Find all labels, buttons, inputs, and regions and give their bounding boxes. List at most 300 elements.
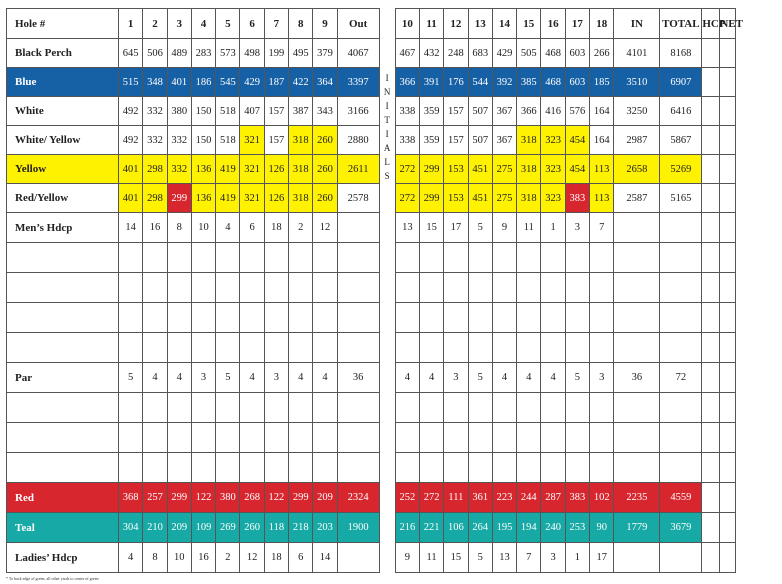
score-cell[interactable]: [419, 333, 443, 363]
gap-cell: [379, 243, 395, 273]
score-cell: 367: [492, 97, 516, 126]
score-cell: 221: [419, 513, 443, 543]
score-cell: 150: [191, 97, 215, 126]
score-cell[interactable]: [216, 393, 240, 423]
hole-number: 3: [167, 9, 191, 39]
row-name[interactable]: [7, 423, 119, 453]
score-cell[interactable]: [264, 423, 288, 453]
out-cell: 2880: [337, 126, 379, 155]
hole-number: 15: [517, 9, 541, 39]
net-cell[interactable]: [720, 243, 736, 273]
score-cell[interactable]: [289, 303, 313, 333]
score-cell[interactable]: [590, 333, 614, 363]
initials-letter: I: [385, 72, 389, 83]
score-cell[interactable]: [143, 423, 167, 453]
score-cell: 321: [240, 184, 264, 213]
score-cell[interactable]: [143, 333, 167, 363]
hole-number: 4: [191, 9, 215, 39]
score-cell: 507: [468, 126, 492, 155]
score-cell[interactable]: [191, 273, 215, 303]
score-cell: 118: [264, 513, 288, 543]
total-cell: 6416: [660, 97, 702, 126]
score-cell[interactable]: [167, 393, 191, 423]
score-cell: 194: [517, 513, 541, 543]
hcp-cell[interactable]: [702, 513, 720, 543]
score-cell: 645: [119, 39, 143, 68]
score-cell[interactable]: [240, 273, 264, 303]
score-cell: 332: [167, 155, 191, 184]
score-cell[interactable]: [492, 243, 516, 273]
row-name[interactable]: [7, 243, 119, 273]
gap-cell: [379, 483, 395, 513]
score-cell[interactable]: [395, 333, 419, 363]
hcp-cell[interactable]: [702, 423, 720, 453]
score-cell[interactable]: [517, 303, 541, 333]
score-cell[interactable]: [216, 423, 240, 453]
score-cell[interactable]: [565, 393, 589, 423]
in-label: IN: [614, 9, 660, 39]
row-name: Black Perch: [7, 39, 119, 68]
score-cell: 392: [492, 68, 516, 97]
score-cell[interactable]: [468, 393, 492, 423]
in-cell[interactable]: [614, 453, 660, 483]
total-cell[interactable]: [660, 303, 702, 333]
score-cell[interactable]: [590, 423, 614, 453]
score-cell[interactable]: [167, 273, 191, 303]
score-cell[interactable]: [264, 243, 288, 273]
net-cell[interactable]: [720, 333, 736, 363]
initials-letter: S: [384, 170, 390, 181]
net-cell[interactable]: [720, 68, 736, 97]
total-cell: 5269: [660, 155, 702, 184]
out-cell: 2578: [337, 184, 379, 213]
score-cell: 505: [517, 39, 541, 68]
hcp-cell[interactable]: [702, 393, 720, 423]
score-cell[interactable]: [492, 273, 516, 303]
score-cell[interactable]: [167, 423, 191, 453]
score-cell[interactable]: [419, 453, 443, 483]
score-cell: 268: [240, 483, 264, 513]
net-cell[interactable]: [720, 126, 736, 155]
score-cell: 416: [541, 97, 565, 126]
total-cell[interactable]: [660, 273, 702, 303]
score-cell[interactable]: [395, 243, 419, 273]
net-cell[interactable]: [720, 155, 736, 184]
hcp-cell[interactable]: [702, 155, 720, 184]
score-cell[interactable]: [565, 243, 589, 273]
score-cell[interactable]: [313, 303, 337, 333]
score-cell: 269: [216, 513, 240, 543]
score-cell[interactable]: [240, 423, 264, 453]
score-cell: 157: [444, 126, 468, 155]
score-cell[interactable]: [240, 393, 264, 423]
hole-number: 17: [565, 9, 589, 39]
score-cell[interactable]: [143, 273, 167, 303]
hcp-cell[interactable]: [702, 483, 720, 513]
out-cell[interactable]: [337, 243, 379, 273]
score-cell: 1: [541, 213, 565, 243]
score-cell[interactable]: [167, 333, 191, 363]
score-cell: 4: [143, 363, 167, 393]
score-cell[interactable]: [541, 273, 565, 303]
net-cell[interactable]: [720, 97, 736, 126]
hcp-cell[interactable]: [702, 213, 720, 243]
score-cell: 5: [468, 363, 492, 393]
score-cell[interactable]: [419, 273, 443, 303]
score-cell: 401: [167, 68, 191, 97]
score-cell[interactable]: [395, 273, 419, 303]
score-cell[interactable]: [395, 393, 419, 423]
total-cell: 72: [660, 363, 702, 393]
score-cell[interactable]: [492, 393, 516, 423]
score-cell: 248: [444, 39, 468, 68]
score-cell[interactable]: [517, 423, 541, 453]
total-cell: 5165: [660, 184, 702, 213]
score-cell[interactable]: [517, 243, 541, 273]
out-cell[interactable]: [337, 273, 379, 303]
score-cell: 5: [565, 363, 589, 393]
in-cell: 2987: [614, 126, 660, 155]
score-cell: 8: [143, 543, 167, 573]
score-cell[interactable]: [313, 333, 337, 363]
score-cell: 4: [216, 213, 240, 243]
score-cell: 407: [240, 97, 264, 126]
score-cell: 176: [444, 68, 468, 97]
net-cell[interactable]: [720, 543, 736, 573]
hcp-cell[interactable]: [702, 97, 720, 126]
score-cell[interactable]: [444, 303, 468, 333]
out-cell[interactable]: [337, 303, 379, 333]
score-cell[interactable]: [240, 243, 264, 273]
score-cell[interactable]: [119, 453, 143, 483]
score-cell[interactable]: [492, 333, 516, 363]
score-cell: 153: [444, 155, 468, 184]
row-name[interactable]: [7, 333, 119, 363]
score-cell[interactable]: [565, 423, 589, 453]
hcp-cell[interactable]: [702, 453, 720, 483]
score-cell[interactable]: [517, 273, 541, 303]
score-cell: 506: [143, 39, 167, 68]
score-cell[interactable]: [313, 393, 337, 423]
hcp-cell[interactable]: [702, 184, 720, 213]
score-cell[interactable]: [289, 453, 313, 483]
out-cell[interactable]: [337, 453, 379, 483]
score-cell: 7: [590, 213, 614, 243]
score-cell: 332: [167, 126, 191, 155]
score-cell: 264: [468, 513, 492, 543]
score-cell: 6: [240, 213, 264, 243]
score-cell: 244: [517, 483, 541, 513]
score-cell[interactable]: [468, 303, 492, 333]
row-name[interactable]: [7, 303, 119, 333]
score-cell: 419: [216, 184, 240, 213]
score-cell: 544: [468, 68, 492, 97]
total-cell[interactable]: [660, 453, 702, 483]
score-cell[interactable]: [468, 333, 492, 363]
score-cell[interactable]: [264, 273, 288, 303]
score-cell[interactable]: [191, 333, 215, 363]
score-cell[interactable]: [492, 453, 516, 483]
score-cell: 338: [395, 126, 419, 155]
gap-cell: [379, 273, 395, 303]
hcp-cell[interactable]: [702, 333, 720, 363]
score-cell: 467: [395, 39, 419, 68]
score-cell[interactable]: [590, 303, 614, 333]
score-cell: 187: [264, 68, 288, 97]
score-cell: 9: [492, 213, 516, 243]
initials-letter: N: [383, 86, 391, 97]
score-cell: 492: [119, 97, 143, 126]
score-cell[interactable]: [191, 303, 215, 333]
net-cell[interactable]: [720, 423, 736, 453]
score-cell[interactable]: [143, 453, 167, 483]
tee-row: [7, 213, 736, 243]
total-cell[interactable]: [660, 423, 702, 453]
score-cell[interactable]: [541, 303, 565, 333]
hole-number: 11: [419, 9, 443, 39]
score-cell[interactable]: [216, 273, 240, 303]
score-cell: 338: [395, 97, 419, 126]
net-cell[interactable]: [720, 184, 736, 213]
score-cell[interactable]: [264, 303, 288, 333]
score-cell[interactable]: [590, 273, 614, 303]
score-cell: 4: [492, 363, 516, 393]
initials-letter: I: [385, 100, 389, 111]
score-cell[interactable]: [541, 333, 565, 363]
row-name[interactable]: [7, 393, 119, 423]
score-cell[interactable]: [590, 453, 614, 483]
net-cell[interactable]: [720, 393, 736, 423]
score-cell[interactable]: [289, 423, 313, 453]
gap-cell: [379, 363, 395, 393]
score-cell[interactable]: [240, 333, 264, 363]
score-cell[interactable]: [143, 303, 167, 333]
tee-row: [7, 243, 736, 273]
hole-number: 5: [216, 9, 240, 39]
score-cell[interactable]: [143, 243, 167, 273]
score-cell[interactable]: [565, 303, 589, 333]
score-cell[interactable]: [264, 393, 288, 423]
score-cell[interactable]: [395, 423, 419, 453]
row-name: Ladies’ Hdcp: [7, 543, 119, 573]
score-cell: 164: [590, 97, 614, 126]
score-cell[interactable]: [444, 333, 468, 363]
score-cell[interactable]: [191, 423, 215, 453]
score-cell[interactable]: [541, 243, 565, 273]
score-cell[interactable]: [119, 423, 143, 453]
net-cell[interactable]: [720, 39, 736, 68]
hcp-cell[interactable]: [702, 243, 720, 273]
score-cell: 343: [313, 97, 337, 126]
score-cell: 366: [517, 97, 541, 126]
hole-number: 6: [240, 9, 264, 39]
score-cell[interactable]: [444, 423, 468, 453]
score-cell[interactable]: [419, 303, 443, 333]
score-cell[interactable]: [517, 333, 541, 363]
score-cell[interactable]: [119, 303, 143, 333]
score-cell[interactable]: [240, 453, 264, 483]
total-cell: [660, 213, 702, 243]
score-cell[interactable]: [313, 243, 337, 273]
score-cell[interactable]: [167, 453, 191, 483]
score-cell: 272: [419, 483, 443, 513]
score-cell: 5: [119, 363, 143, 393]
score-cell[interactable]: [492, 303, 516, 333]
score-cell: 12: [240, 543, 264, 573]
total-cell: 3679: [660, 513, 702, 543]
in-cell[interactable]: [614, 333, 660, 363]
score-cell: 332: [143, 97, 167, 126]
score-cell: 240: [541, 513, 565, 543]
score-cell[interactable]: [313, 423, 337, 453]
net-cell[interactable]: [720, 303, 736, 333]
out-cell[interactable]: [337, 333, 379, 363]
score-cell[interactable]: [264, 453, 288, 483]
score-cell[interactable]: [468, 423, 492, 453]
out-cell: 3166: [337, 97, 379, 126]
score-cell[interactable]: [216, 303, 240, 333]
score-cell[interactable]: [191, 393, 215, 423]
net-cell[interactable]: [720, 513, 736, 543]
hcp-cell[interactable]: [702, 273, 720, 303]
tee-row: [7, 453, 736, 483]
score-cell[interactable]: [444, 453, 468, 483]
score-cell[interactable]: [289, 393, 313, 423]
score-cell[interactable]: [565, 333, 589, 363]
hole-number: 14: [492, 9, 516, 39]
hcp-cell[interactable]: [702, 543, 720, 573]
score-cell[interactable]: [119, 243, 143, 273]
score-cell[interactable]: [419, 243, 443, 273]
total-cell[interactable]: [660, 243, 702, 273]
score-cell[interactable]: [590, 393, 614, 423]
score-cell[interactable]: [167, 243, 191, 273]
total-cell[interactable]: [660, 333, 702, 363]
hole-number: 1: [119, 9, 143, 39]
score-cell: 429: [240, 68, 264, 97]
out-cell[interactable]: [337, 423, 379, 453]
total-cell[interactable]: [660, 393, 702, 423]
score-cell: 518: [216, 126, 240, 155]
in-cell[interactable]: [614, 423, 660, 453]
score-cell[interactable]: [444, 273, 468, 303]
net-cell[interactable]: [720, 453, 736, 483]
score-cell[interactable]: [313, 273, 337, 303]
score-cell: 18: [264, 213, 288, 243]
score-cell[interactable]: [468, 273, 492, 303]
score-cell[interactable]: [167, 303, 191, 333]
score-cell[interactable]: [216, 333, 240, 363]
gap-cell: [379, 9, 395, 39]
score-cell: 266: [590, 39, 614, 68]
tee-row: [7, 363, 736, 393]
in-cell: 4101: [614, 39, 660, 68]
score-cell[interactable]: [468, 243, 492, 273]
score-cell[interactable]: [289, 333, 313, 363]
tee-row: [7, 273, 736, 303]
score-cell[interactable]: [264, 333, 288, 363]
score-cell[interactable]: [191, 243, 215, 273]
out-cell: [337, 543, 379, 573]
score-cell[interactable]: [541, 393, 565, 423]
hcp-cell[interactable]: [702, 363, 720, 393]
score-cell[interactable]: [492, 423, 516, 453]
in-cell[interactable]: [614, 243, 660, 273]
score-cell[interactable]: [444, 243, 468, 273]
row-name[interactable]: [7, 273, 119, 303]
net-cell[interactable]: [720, 483, 736, 513]
score-cell[interactable]: [517, 393, 541, 423]
total-cell: [660, 543, 702, 573]
score-cell[interactable]: [444, 393, 468, 423]
hcp-cell[interactable]: [702, 126, 720, 155]
score-cell[interactable]: [419, 393, 443, 423]
score-cell[interactable]: [289, 243, 313, 273]
hcp-cell[interactable]: [702, 68, 720, 97]
hcp-cell[interactable]: [702, 39, 720, 68]
score-cell[interactable]: [565, 453, 589, 483]
score-cell: 11: [419, 543, 443, 573]
score-cell[interactable]: [313, 453, 337, 483]
score-cell: 366: [395, 68, 419, 97]
score-cell[interactable]: [468, 453, 492, 483]
net-cell[interactable]: [720, 213, 736, 243]
score-cell[interactable]: [119, 333, 143, 363]
out-cell[interactable]: [337, 393, 379, 423]
score-cell: 5: [468, 213, 492, 243]
score-cell[interactable]: [143, 393, 167, 423]
score-cell[interactable]: [119, 273, 143, 303]
score-cell[interactable]: [191, 453, 215, 483]
score-cell[interactable]: [216, 453, 240, 483]
score-cell[interactable]: [517, 453, 541, 483]
in-cell[interactable]: [614, 303, 660, 333]
score-cell[interactable]: [395, 303, 419, 333]
score-cell: 199: [264, 39, 288, 68]
net-cell[interactable]: [720, 363, 736, 393]
total-cell: 6907: [660, 68, 702, 97]
row-name[interactable]: [7, 453, 119, 483]
score-cell: 287: [541, 483, 565, 513]
score-cell[interactable]: [541, 453, 565, 483]
score-cell[interactable]: [119, 393, 143, 423]
score-cell: 257: [143, 483, 167, 513]
score-cell: 304: [119, 513, 143, 543]
score-cell: 321: [240, 126, 264, 155]
score-cell[interactable]: [419, 423, 443, 453]
score-cell: 8: [167, 213, 191, 243]
in-cell[interactable]: [614, 273, 660, 303]
score-cell[interactable]: [289, 273, 313, 303]
out-cell: 2611: [337, 155, 379, 184]
in-cell[interactable]: [614, 393, 660, 423]
score-cell[interactable]: [541, 423, 565, 453]
score-cell[interactable]: [216, 243, 240, 273]
score-cell[interactable]: [590, 243, 614, 273]
score-cell: 518: [216, 97, 240, 126]
score-cell: 318: [517, 184, 541, 213]
score-cell[interactable]: [395, 453, 419, 483]
hcp-cell[interactable]: [702, 303, 720, 333]
score-cell: 209: [313, 483, 337, 513]
in-cell: 3510: [614, 68, 660, 97]
score-cell: 272: [395, 184, 419, 213]
net-cell[interactable]: [720, 273, 736, 303]
score-cell: 275: [492, 184, 516, 213]
score-cell[interactable]: [240, 303, 264, 333]
out-cell: 2324: [337, 483, 379, 513]
score-cell[interactable]: [565, 273, 589, 303]
